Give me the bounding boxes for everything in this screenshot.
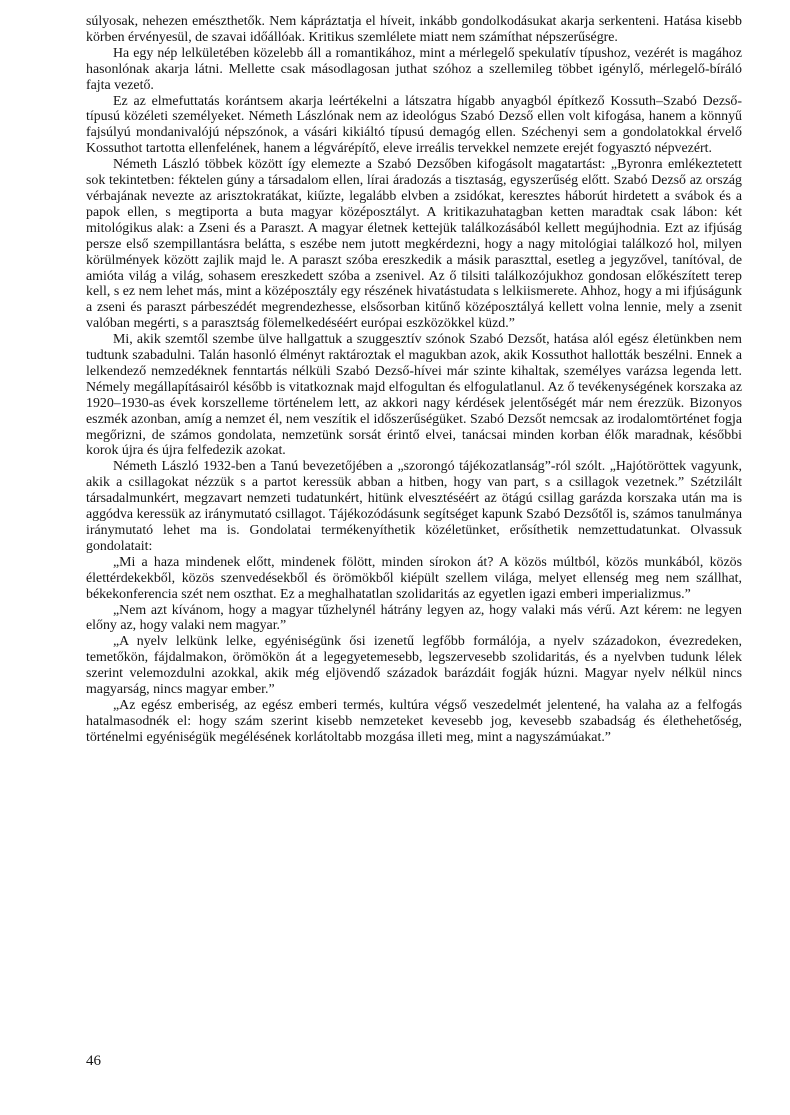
paragraph: Ez az elmefuttatás korántsem akarja leértékelni a látszatra hígabb anyagból építkező Kossuth–Szabó Dezső-típusú közéleti személyeket. Németh Lászlónak nem az ideológus Szabó Dezső ellen volt kifogása, hanem a könnyű fajsúlyú mondanivalójú népszónok, a vásári kikiáltó típusú demagóg ellen. Széchenyi sem a gondolatokkal érvelő Kossuthot tartotta ellenfelének, hanem a légvárépítő, eleve irreális tervekkel nemzete erejét fogyasztó népvezért. xyxy=(86,93,742,157)
paragraph-continued: súlyosak, nehezen emészthetők. Nem kápráztatja el híveit, inkább gondolkodásukat akarja serkenteni. Hatása kisebb körben érvényesül, de szavai időállóak. Kritikus szemlélete miatt nem számíthat népszerűségre. xyxy=(86,14,742,45)
page-body xyxy=(86,14,742,746)
paragraph: Ha egy nép lelkületében közelebb áll a romantikához, mint a mérlegelő spekulatív típushoz, vezérét is magához hasonlónak akarja látni. Mellette csak másodlagosan juthat szóhoz a szellemileg többet igénylő, mérlegelő-bíráló fajta vezető. xyxy=(86,45,742,93)
paragraph: Németh László 1932-ben a Tanú bevezetőjében a „szorongó tájékozatlanság”-ról szólt. „Hajótöröttek vagyunk, akik a csillagokat nézzük s a partot keressük abban a hitben, hogy van part, s a csillagok vezetnek.” Szétzilált társadalmunkért, megzavart nemzeti tudatunkért, hitünk elvesztéséért az ötágú csillag garázda korszaka után ma is aggódva keressük az iránymutató csillagot. Tájékozódásunk segítséget kapunk Szabó Dezsőtől is, számos tanulmánya iránymutató lehet ma is. Gondolatai termékenyíthetik közéletünket, erősíthetik nemzettudatunkat. Olvassuk gondolatait: xyxy=(86,459,742,554)
quotation: „Az egész emberiség, az egész emberi termés, kultúra végső veszedelmét jelentené, ha valaha az a felfogás hatalmasodnék el: hogy szám szerint kisebb nemzeteket kevesebb jog, kevesebb szabadság és élethehetőség, történelmi egyéniségük megélésének korlátoltabb mozgása illeti meg, mint a nagyszámúakat.” xyxy=(86,697,742,745)
quotation: „Mi a haza mindenek előtt, mindenek fölött, minden sírokon át? A közös múltból, közös munkából, közös élettérdekekből, közös szenvedésekből és örömökből kiépült szellem világa, melyet ellenség meg nem szállhat, békekonferencia szét nem oszthat. Ez a meghalhatatlan szolidaritás az egyetlen igazi emberi imperializmus.” xyxy=(86,554,742,602)
paragraph: Németh László többek között így elemezte a Szabó Dezsőben kifogásolt magatartást: „Byronra emlékeztetett sok tekintetben: féktelen gúny a társadalom ellen, lírai áradozás a tisztaság, egyszerűség előtt. Szabó Dezső az ország vérbajának nevezte az arisztokratákat, kiűzte, legalább elvben a zsidókat, keresztes háborút hirdetett a svábok és a papok ellen, s megtiporta a buta magyar középosztályt. A kritikazuhatagban ketten maradtak csak lábon: két mitológikus alak: a Zseni és a Paraszt. A magyar életnek kettejük találkozásából kellett megújhodnia. Ezt az ifjúság persze első szempillantásra belátta, s eszébe nem jutott megkérdezni, hogy a nagy mitológiai találkozó hol, milyen körülmények között zajlik majd le. A paraszt szóba ereszkedik a másik paraszttal, esetleg a jegyzővel, tanítóval, de amióta világ a világ, sohasem ereszkedett szóba a zsenivel. Az ő tilsiti találkozójukhoz gondosan előkészített terep kell, s ez nem lehet más, mint a középosztály egy részének hivatástudata s lelkiismerete. Ahhoz, hogy a mi ifjúságunk a zseni és paraszt párbeszédét megrendezhesse, elsősorban kitűnő középosztályá kellett volna lennie, mely a zsenit valóban megérti, s a parasztság fölemelkedéséért európai eszközökkel küzd.” xyxy=(86,157,742,332)
quotation: „A nyelv lelkünk lelke, egyéniségünk ősi izenetű legfőbb formálója, a nyelv századokon, évezredeken, temetőkön, fájdalmakon, örömökön át a legegyetemesebb, legszervesebb szolidaritás, és a nyelvben tudunk lélek szerint velemozdulni azokkal, akik még eljövendő századok barázdáit fogják húzni. Magyar nyelv nélkül nincs magyarság, nincs magyar ember.” xyxy=(86,634,742,698)
paragraph: Mi, akik szemtől szembe ülve hallgattuk a szuggesztív szónok Szabó Dezsőt, hatása alól egész életünkben nem tudtunk szabadulni. Talán hasonló élményt raktároztak el magukban azok, akik Kossuthot hallották beszélni. Ennek a lelkendező nemzedéknek fenntartás nélküli Szabó Dezső-hívei már szinte kihaltak, személyes varázsa legenda lett. Némely megállapításairól később is vitatkoznak majd elfogultan és elfogulatlanul. Az ő tevékenységének korszaka az 1920–1930-as évek korszelleme történelem lett, az akkori nagy kérdések jelentőségét már nem érezzük. Bizonyos eszmék azonban, amíg a nemzet él, nem veszítik el időszerűségüket. Szabó Dezsőt nemcsak az irodalomtörténet fogja megőrizni, de számos gondolata, nemzetünk sorsát érintő elvei, tanácsai minden korban élők maradnak, későbbi korok újra és újra felfedezik azokat. xyxy=(86,332,742,459)
page-number: 46 xyxy=(86,1053,101,1069)
quotation: „Nem azt kívánom, hogy a magyar tűzhelynél hátrány legyen az, hogy valaki más vérű. Azt kérem: ne legyen előny az, hogy valaki nem magyar.” xyxy=(86,602,742,634)
